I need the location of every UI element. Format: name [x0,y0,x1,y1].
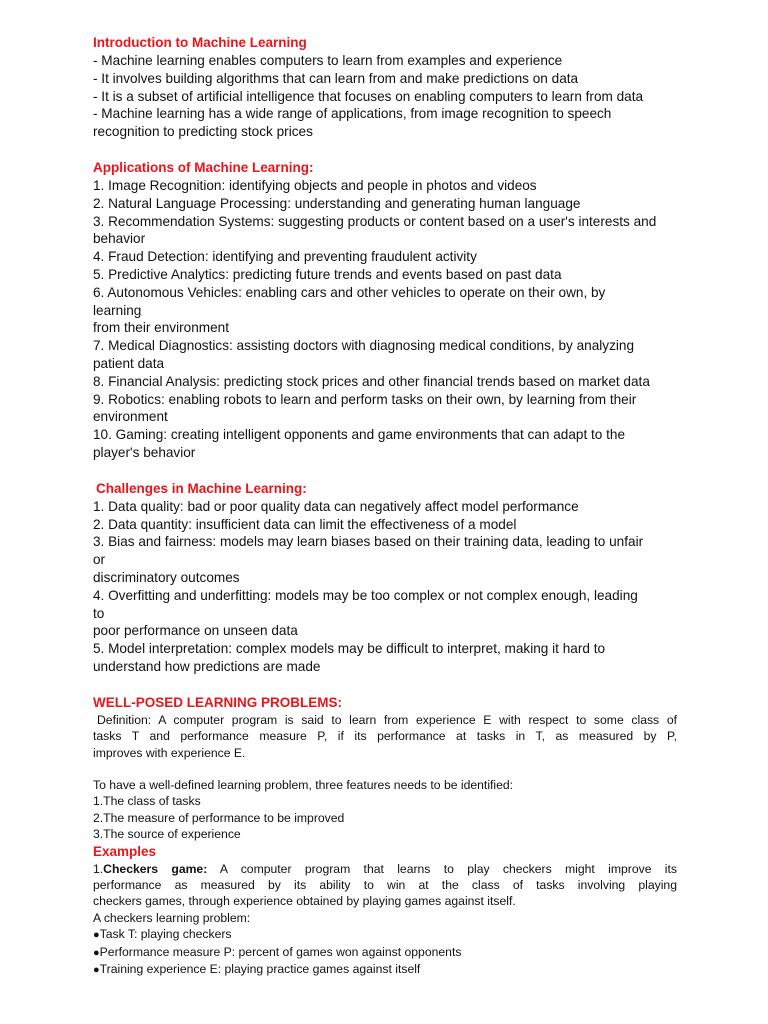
applications-line: 5. Predictive Analytics: predicting future trends and events based on past data [93,266,562,282]
applications-line: 1. Image Recognition: identifying objects and people in photos and videos [93,177,537,193]
applications-line: 7. Medical Diagnostics: assisting doctors with diagnosing medical conditions, by analyzing [93,338,635,354]
well-posed-section [93,694,677,843]
challenges-line: 2. Data quantity: insufficient data can limit the effectiveness of a model [93,516,517,532]
intro-line: - It is a subset of artificial intelligence that focuses on enabling computers to learn from data [93,88,644,104]
applications-line: from their environment [93,320,229,336]
challenges-line: 4. Overfitting and underfitting: models may be too complex or not complex enough, leading [93,587,638,603]
checkers-line: performance as measured by its ability to win at the class of tasks involving playing [93,877,677,892]
bullet-icon: ● [93,963,100,976]
checkers-number: 1. [93,861,104,876]
applications-line: 4. Fraud Detection: identifying and preventing fraudulent activity [93,249,477,265]
features-intro: To have a well-defined learning problem, three features needs to be identified: [93,777,514,792]
challenges-line: to [93,605,105,621]
problem-item [93,944,677,961]
challenges-section [93,480,677,676]
checkers-title: Checkers game: [103,861,208,876]
problem-item-text: Performance measure P: percent of games won against opponents [99,944,462,959]
applications-line: 6. Autonomous Vehicles: enabling cars and other vehicles to operate on their own, by [93,284,606,300]
challenges-line: or [93,552,106,568]
feature-item: 1.The class of tasks [93,794,201,809]
challenges-line: understand how predictions are made [93,658,321,674]
bullet-icon: ● [93,929,100,942]
intro-line: - It involves building algorithms that can learn from and make predictions on data [93,70,579,86]
intro-line: - Machine learning has a wide range of applications, from image recognition to speech [93,106,612,122]
feature-item: 3.The source of experience [93,827,241,842]
problem-intro: A checkers learning problem: [93,910,251,925]
bullet-icon: ● [93,946,100,959]
challenges-line: 3. Bias and fairness: models may learn biases based on their training data, leading to unfair [93,534,644,550]
examples-heading: Examples [93,843,157,859]
intro-heading: Introduction to Machine Learning [93,35,307,50]
checkers-line [93,861,677,877]
checkers-line-rest: A computer program that learns to play checkers might improve its [207,861,677,876]
applications-line: 10. Gaming: creating intelligent opponents and game environments that can adapt to the [93,427,626,443]
intro-section [93,34,677,141]
problem-item-text: Training experience E: playing practice games against itself [99,961,421,976]
applications-line: patient data [93,355,165,371]
challenges-heading: Challenges in Machine Learning: [96,480,307,496]
definition-line: tasks T and performance measure P, if its performance at tasks in T, as measured by P, [93,729,677,744]
checkers-line: checkers games, through experience obtained by playing games against itself. [93,894,516,909]
challenges-line: discriminatory outcomes [93,569,240,585]
applications-line: behavior [93,231,146,247]
challenges-line: 1. Data quality: bad or poor quality data can negatively affect model performance [93,498,579,514]
feature-item: 2.The measure of performance to be improved [93,810,345,825]
intro-line: - Machine learning enables computers to learn from examples and experience [93,53,563,68]
challenges-line: 5. Model interpretation: complex models may be difficult to interpret, making it hard to [93,641,606,657]
problem-item [93,961,677,978]
document-page [93,34,677,978]
challenges-line: poor performance on unseen data [93,623,298,639]
applications-line: 9. Robotics: enabling robots to learn and perform tasks on their own, by learning from their [93,391,637,407]
definition-line: Definition: A computer program is said to learn from experience E with respect to some class of [97,712,677,727]
applications-heading: Applications of Machine Learning: [93,159,314,175]
applications-line: 3. Recommendation Systems: suggesting products or content based on a user's interests and [93,213,657,229]
applications-line: environment [93,409,168,425]
applications-line: player's behavior [93,444,196,460]
problem-item-text: Task T: playing checkers [99,927,232,942]
examples-section [93,843,677,979]
intro-line: recognition to predicting stock prices [93,124,313,140]
problem-item [93,926,677,943]
applications-line: learning [93,302,142,318]
applications-line: 2. Natural Language Processing: understanding and generating human language [93,195,581,211]
definition-line: improves with experience E. [93,745,246,760]
applications-section [93,159,677,462]
applications-line: 8. Financial Analysis: predicting stock prices and other financial trends based on market data [93,373,650,389]
well-posed-heading: WELL-POSED LEARNING PROBLEMS: [93,694,342,710]
